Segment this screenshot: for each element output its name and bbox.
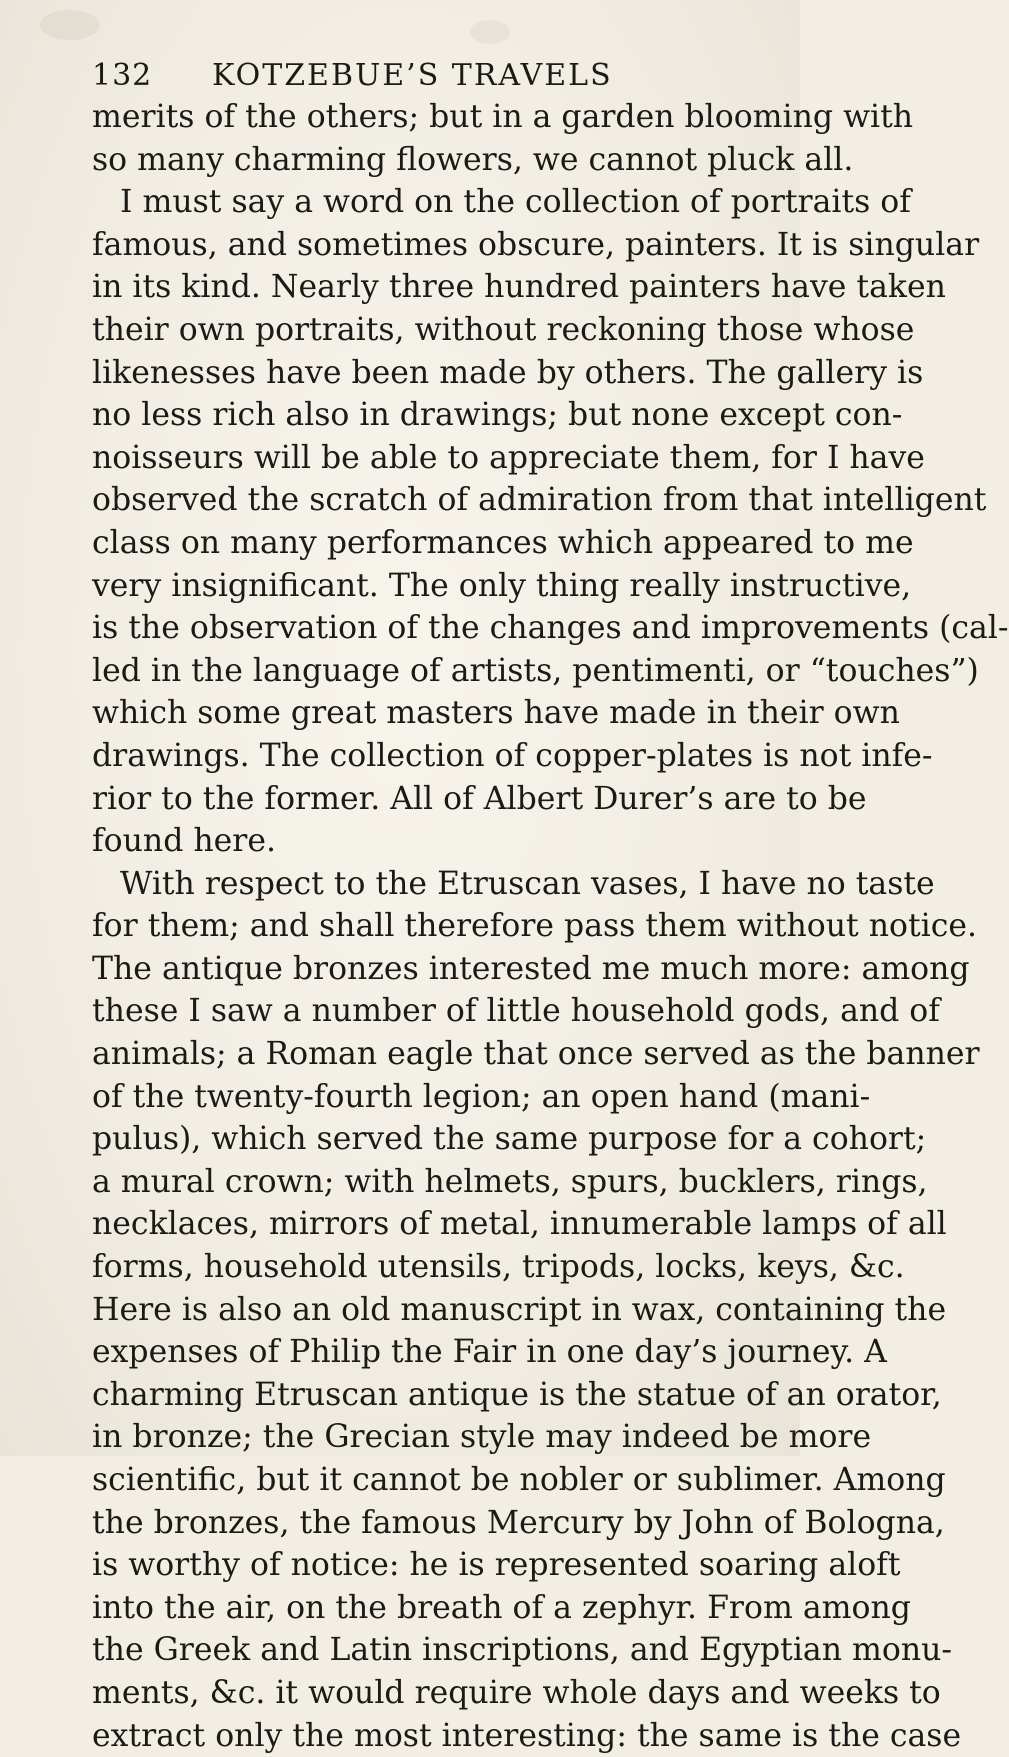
text-line: necklaces, mirrors of metal, innumerable lamps of all [92,1206,947,1243]
text-line: famous, and sometimes obscure, painters. It is singular [92,226,980,263]
text-line: for them; and shall therefore pass them without notice. [92,908,977,945]
text-line: forms, household utensils, tripods, locks, keys, &c. [92,1249,905,1286]
running-head [92,58,782,98]
text-line: pulus), which served the same purpose for a cohort; [92,1121,927,1158]
text-line: a mural crown; with helmets, spurs, bucklers, rings, [92,1163,928,1200]
text-line: into the air, on the breath of a zephyr. From among [92,1589,911,1626]
text-line: which some great masters have made in their own [92,695,900,732]
text-line: in its kind. Nearly three hundred painters have taken [92,269,946,306]
text-line: expenses of Philip the Fair in one day’s journey. A [92,1334,887,1371]
text-line: led in the language of artists, pentimenti, or “touches”) [92,652,979,689]
text-line: in bronze; the Grecian style may indeed be more [92,1419,872,1456]
text-line: ments, &c. it would require whole days and weeks to [92,1674,941,1711]
text-line: The antique bronzes interested me much more: among [92,950,970,987]
text-line: observed the scratch of admiration from that intelligent [92,482,987,519]
text-line: these I saw a number of little household gods, and of [92,993,940,1030]
text-line: likenesses have been made by others. The gallery is [92,354,924,391]
text-line: I must say a word on the collection of portraits of [120,184,911,221]
text-line: is worthy of notice: he is represented soaring aloft [92,1547,901,1584]
text-line: class on many performances which appeared to me [92,524,914,561]
text-line: so many charming flowers, we cannot pluck all. [92,141,854,178]
body-text [92,96,1009,1757]
text-line: With respect to the Etruscan vases, I have no taste [120,865,935,902]
running-title: KOTZEBUE’S TRAVELS [212,58,613,93]
text-line: the bronzes, the famous Mercury by John of Bologna, [92,1504,945,1541]
paper-stain [470,20,510,44]
text-line: extract only the most interesting: the same is the case [92,1717,962,1754]
text-line: scientific, but it cannot be nobler or sublimer. Among [92,1462,946,1498]
text-line: their own portraits, without reckoning those whose [92,311,915,348]
text-line: is the observation of the changes and improvements (cal- [92,610,1009,647]
text-line: rior to the former. All of Albert Durer’s are to be [92,780,867,817]
text-line: Here is also an old manuscript in wax, containing the [92,1291,947,1328]
text-line: animals; a Roman eagle that once served as the banner [92,1036,980,1073]
text-line: noisseurs will be able to appreciate them, for I have [92,439,925,476]
text-line: charming Etruscan antique is the statue of an orator, [92,1376,942,1413]
text-line: no less rich also in drawings; but none except con- [92,397,903,434]
text-line: drawings. The collection of copper-plates is not infe- [92,737,933,774]
text-line: found here. [92,823,277,860]
text-line: the Greek and Latin inscriptions, and Egyptian monu- [92,1632,953,1669]
paper-stain [40,10,100,40]
text-line: merits of the others; but in a garden blooming with [92,99,914,135]
text-line: of the twenty-fourth legion; an open hand (mani- [92,1078,871,1115]
text-line: very insignificant. The only thing really instructive, [92,567,912,604]
page-number: 132 [92,58,153,93]
